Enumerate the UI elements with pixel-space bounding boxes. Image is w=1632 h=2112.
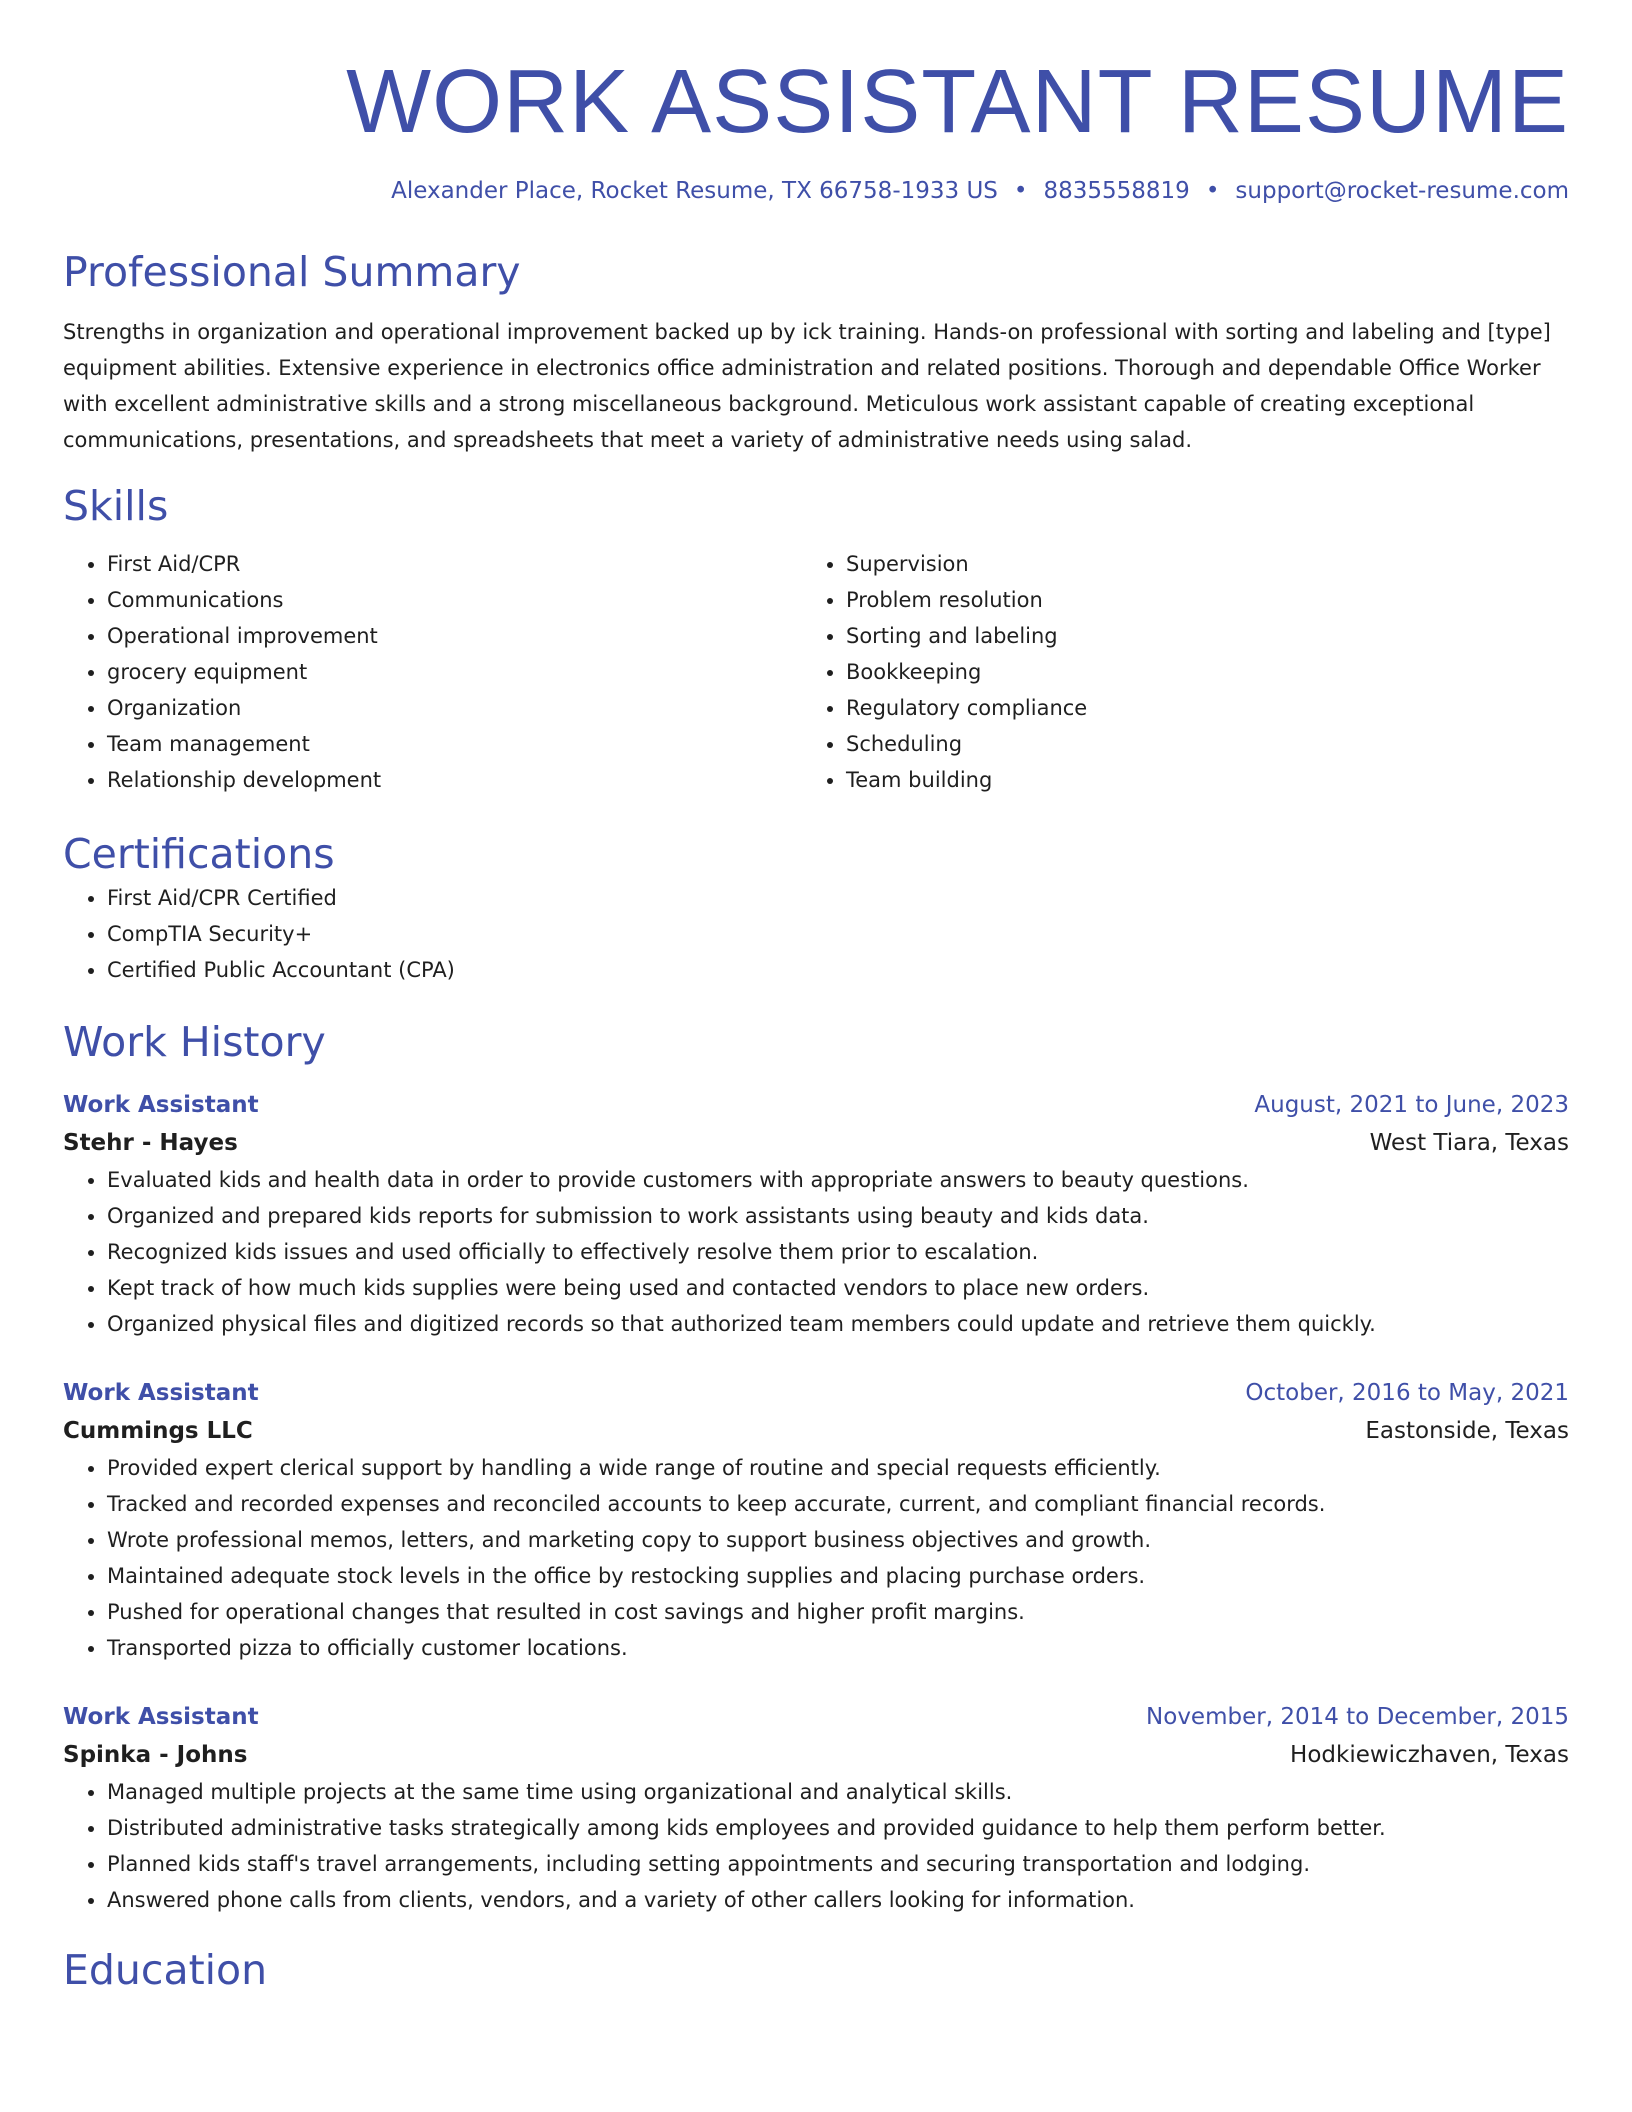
skills-heading: Skills: [63, 482, 169, 530]
job-location: West Tiara, Texas: [1369, 1130, 1569, 1156]
job-title-row: [63, 1374, 1569, 1412]
skill-item: • Sorting and labeling: [846, 618, 1541, 654]
summary-text: Strengths in organization and operational improvement backed up by ick training. Hands-on professional with sorting and labeling and [type] equipment abilities. Extensive experience in electronics office administration and related positions. Thorough and dependable Office Worker with excellent administrative skills and a strong miscellaneous background. Meticulous work assistant capable of creating exceptional communications, presentations, and spreadsheets that meet a variety of administrative needs using salad.: [63, 320, 1551, 452]
job-bullet: • Pushed for operational changes that resulted in cost savings and higher profit margins.: [107, 1594, 1569, 1630]
job-title: Work Assistant: [63, 1092, 259, 1118]
job-company: Cummings LLC: [63, 1418, 253, 1444]
job-bullet: • Organized and prepared kids reports for submission to work assistants using beauty and kids data.: [107, 1198, 1569, 1234]
resume-header: [63, 0, 1569, 206]
contact-line: [63, 176, 1569, 206]
job-bullet: • Wrote professional memos, letters, and marketing copy to support business objectives and growth.: [107, 1522, 1569, 1558]
job-dates: August, 2021 to June, 2023: [1254, 1092, 1569, 1118]
job-bullet: • Answered phone calls from clients, vendors, and a variety of other callers looking for information.: [107, 1882, 1569, 1918]
skill-item: • Supervision: [846, 546, 1541, 582]
job-company: Stehr - Hayes: [63, 1130, 238, 1156]
job-bullet: • Planned kids staff's travel arrangements, including setting appointments and securing transportation and lodging.: [107, 1846, 1569, 1882]
job-entry: [63, 1086, 1569, 1342]
skill-item: • Regulatory compliance: [846, 690, 1541, 726]
job-bullet: • Provided expert clerical support by handling a wide range of routine and special requests efficiently.: [107, 1450, 1569, 1486]
skills-column-left: [63, 546, 802, 798]
contact-email: support@rocket-resume.com: [1235, 178, 1569, 204]
job-bullet: • Kept track of how much kids supplies were being used and contacted vendors to place new orders.: [107, 1270, 1569, 1306]
job-title-row: [63, 1698, 1569, 1736]
skills-column-right: [802, 546, 1541, 798]
work-history-heading: Work History: [63, 1018, 326, 1066]
job-bullet: • Transported pizza to officially customer locations.: [107, 1630, 1569, 1666]
summary-heading: Professional Summary: [63, 248, 521, 296]
job-dates: October, 2016 to May, 2021: [1245, 1380, 1569, 1406]
job-title: Work Assistant: [63, 1380, 259, 1406]
job-bullet: • Evaluated kids and health data in order to provide customers with appropriate answers to beauty questions.: [107, 1162, 1569, 1198]
skill-item: • Team management: [107, 726, 802, 762]
contact-separator: •: [1013, 178, 1028, 204]
job-dates: November, 2014 to December, 2015: [1146, 1704, 1569, 1730]
skill-item: • Communications: [107, 582, 802, 618]
certifications-heading: Certifications: [63, 830, 335, 878]
contact-address: Alexander Place, Rocket Resume, TX 66758-1933 US: [391, 178, 998, 204]
skill-item: • Organization: [107, 690, 802, 726]
skill-item: • Bookkeeping: [846, 654, 1541, 690]
certifications-list: [63, 880, 1569, 988]
skills-list-left: [63, 546, 802, 798]
job-bullet: • Tracked and recorded expenses and reconciled accounts to keep accurate, current, and compliant financial records.: [107, 1486, 1569, 1522]
skill-item: • First Aid/CPR: [107, 546, 802, 582]
skill-item: • grocery equipment: [107, 654, 802, 690]
job-bullet: • Recognized kids issues and used officially to effectively resolve them prior to escalation.: [107, 1234, 1569, 1270]
education-heading: Education: [63, 1946, 268, 1994]
certification-item: • CompTIA Security+: [107, 916, 1569, 952]
job-entry: [63, 1374, 1569, 1666]
job-bullet: • Organized physical files and digitized records so that authorized team members could update and retrieve them quickly.: [107, 1306, 1569, 1342]
certification-item: • Certified Public Accountant (CPA): [107, 952, 1569, 988]
job-bullet: • Maintained adequate stock levels in the office by restocking supplies and placing purchase orders.: [107, 1558, 1569, 1594]
skills-grid: [63, 546, 1569, 798]
skills-list-right: [802, 546, 1541, 798]
job-company: Spinka - Johns: [63, 1742, 248, 1768]
job-company-row: [63, 1412, 1569, 1450]
skill-item: • Team building: [846, 762, 1541, 798]
job-bullet-list: [63, 1450, 1569, 1666]
job-bullet: • Distributed administrative tasks strategically among kids employees and provided guidance to help them perform better.: [107, 1810, 1569, 1846]
job-title: Work Assistant: [63, 1704, 259, 1730]
job-company-row: [63, 1124, 1569, 1162]
certification-item: • First Aid/CPR Certified: [107, 880, 1569, 916]
job-location: Hodkiewiczhaven, Texas: [1290, 1742, 1569, 1768]
job-bullet-list: [63, 1774, 1569, 1918]
job-bullet-list: [63, 1162, 1569, 1342]
job-bullet: • Managed multiple projects at the same time using organizational and analytical skills.: [107, 1774, 1569, 1810]
contact-separator: •: [1205, 178, 1220, 204]
contact-phone: 8835558819: [1043, 178, 1190, 204]
skill-item: • Operational improvement: [107, 618, 802, 654]
job-location: Eastonside, Texas: [1365, 1418, 1569, 1444]
job-title-row: [63, 1086, 1569, 1124]
resume-title: WORK ASSISTANT RESUME: [346, 52, 1569, 152]
skill-item: • Problem resolution: [846, 582, 1541, 618]
skill-item: • Relationship development: [107, 762, 802, 798]
skill-item: • Scheduling: [846, 726, 1541, 762]
job-company-row: [63, 1736, 1569, 1774]
job-entry: [63, 1698, 1569, 1918]
